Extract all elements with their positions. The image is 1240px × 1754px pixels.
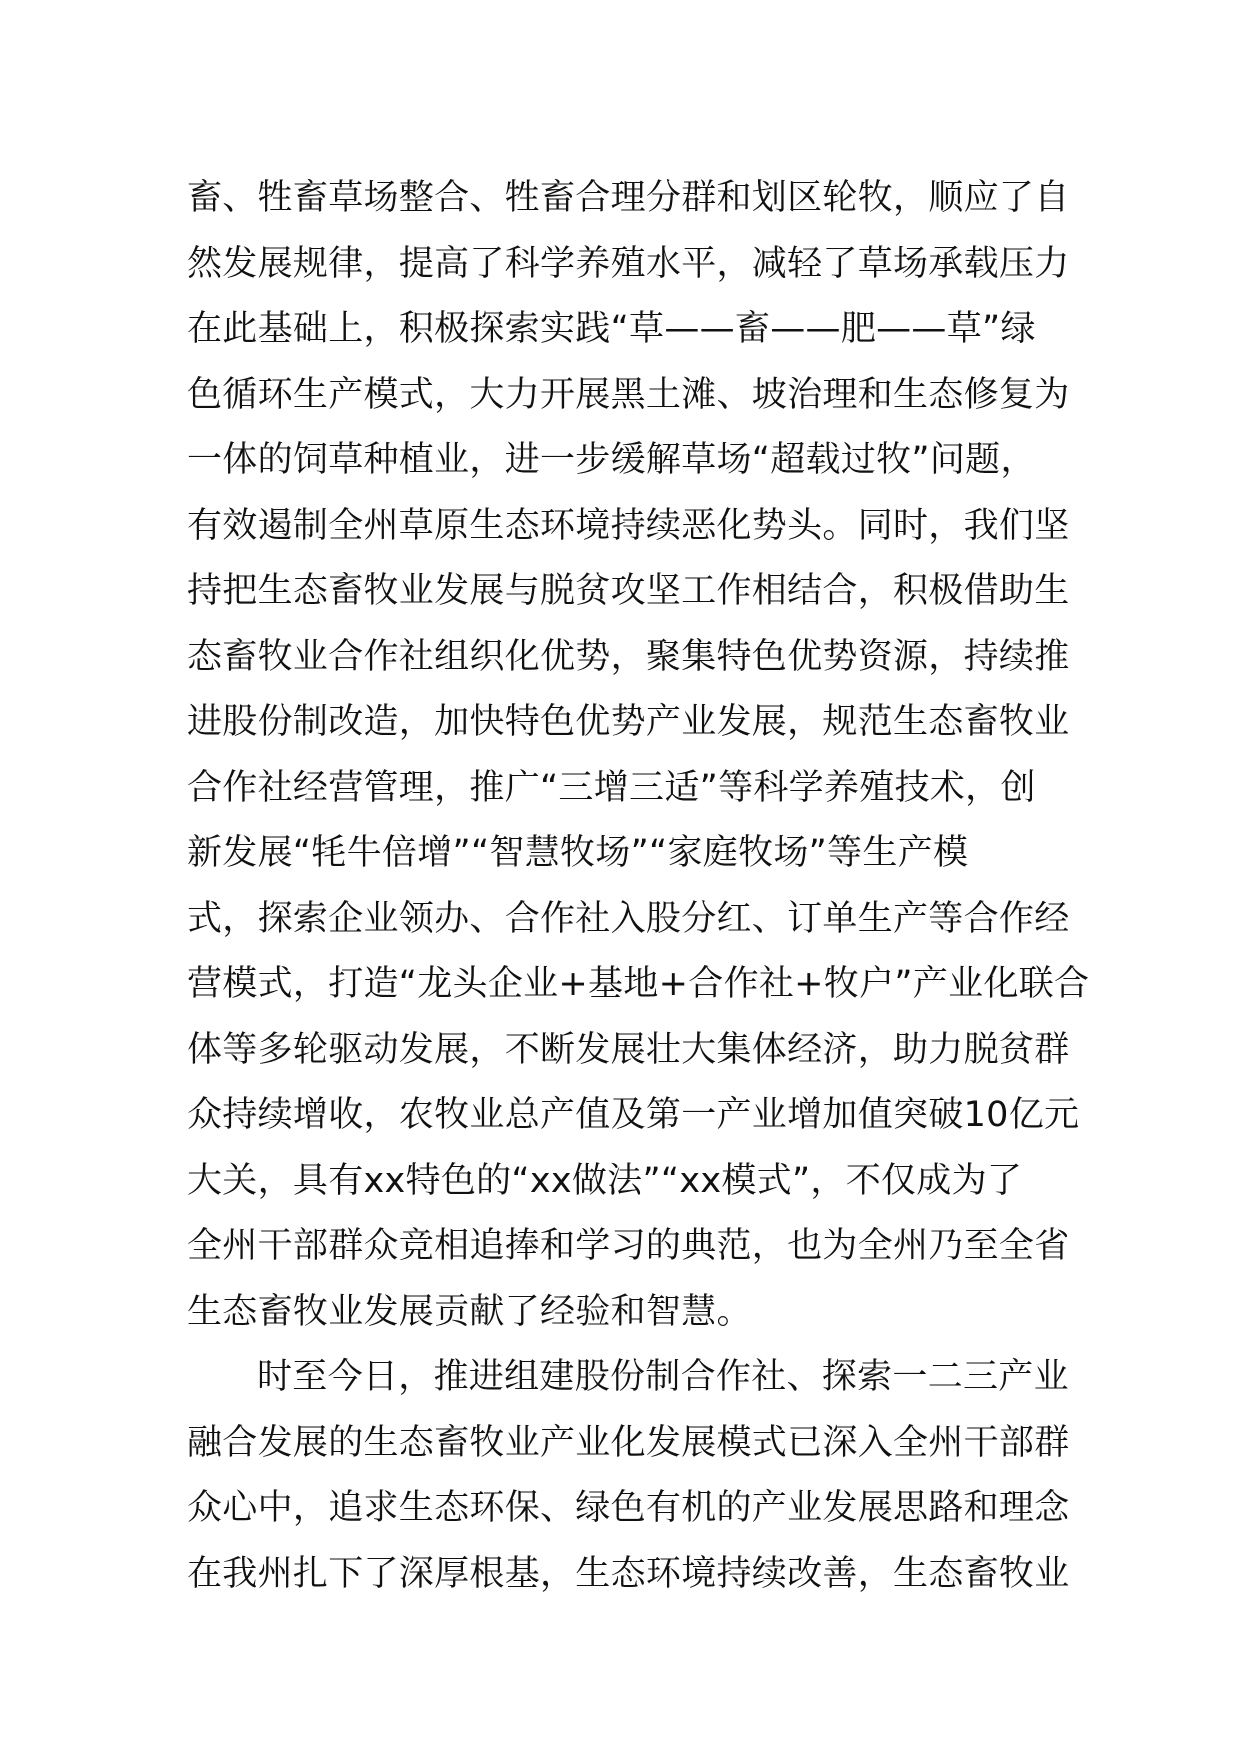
paragraph (187, 1345, 1070, 1607)
text-line: 畜、牲畜草场整合、牲畜合理分群和划区轮牧，顺应了自 (187, 178, 1070, 218)
text-line: 色循环生产模式，大力开展黑土滩、坡治理和生态修复为 (187, 374, 1070, 415)
text-line: 在我州扎下了深厚根基，生态环境持续改善，生态畜牧业 (187, 1553, 1070, 1594)
text-line: 持把生态畜牧业发展与脱贫攻坚工作相结合，积极借助生 (187, 571, 1070, 611)
paragraph (187, 166, 1090, 1345)
text-line: 在此基础上，积极探索实践“草——畜——肥——草”绿 (187, 309, 1036, 349)
body-text (187, 166, 1090, 1607)
text-line: 体等多轮驱动发展，不断发展壮大集体经济，助力脱贫群 (187, 1029, 1070, 1070)
text-line: 合作社经营管理，推广“三增三适”等科学养殖技术，创 (187, 767, 1036, 808)
text-line: 进股份制改造，加快特色优势产业发展，规范生态畜牧业 (187, 702, 1070, 742)
text-line: 有效遏制全州草原生态环境持续恶化势头。同时，我们坚 (187, 505, 1070, 546)
text-line: 众持续增收，农牧业总产值及第一产业增加值突破10亿元 (187, 1095, 1080, 1135)
text-line: 众心中，追求生态环保、绿色有机的产业发展思路和理念 (187, 1488, 1070, 1528)
text-line: 营模式，打造“龙头企业+基地+合作社+牧户”产业化联合 (187, 964, 1090, 1004)
text-line: 然发展规律，提高了科学养殖水平，减轻了草场承载压力 (187, 243, 1070, 284)
text-line: 态畜牧业合作社组织化优势，聚集特色优势资源，持续推 (187, 636, 1070, 677)
text-line: 大关，具有xx特色的“xx做法”“xx模式”，不仅成为了 (187, 1160, 1023, 1201)
text-line: 时至今日，推进组建股份制合作社、探索一二三产业 (257, 1357, 1069, 1397)
text-line: 融合发展的生态畜牧业产业化发展模式已深入全州干部群 (187, 1422, 1070, 1463)
text-line: 新发展“牦牛倍增”“智慧牧场”“家庭牧场”等生产模 (187, 833, 969, 873)
text-line: 式，探索企业领办、合作社入股分红、订单生产等合作经 (187, 898, 1070, 939)
text-line: 全州干部群众竞相追捧和学习的典范，也为全州乃至全省 (187, 1226, 1070, 1266)
text-line: 生态畜牧业发展贡献了经验和智慧。 (187, 1291, 752, 1332)
text-line: 一体的饲草种植业，进一步缓解草场“超载过牧”问题， (187, 440, 1036, 480)
